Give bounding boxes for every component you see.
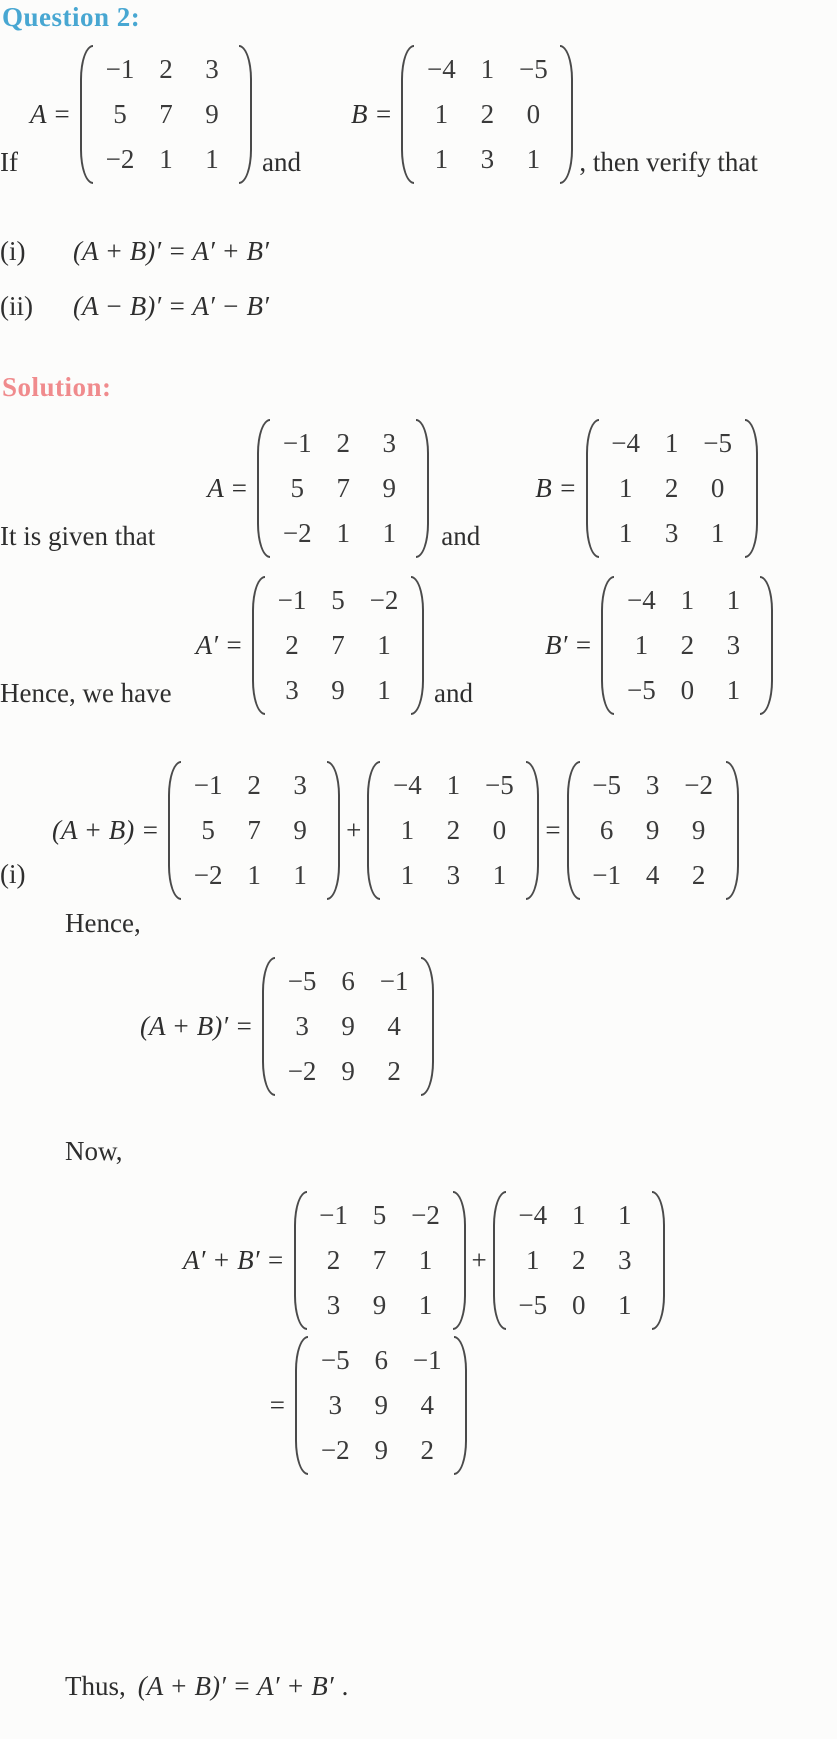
matrix-cell: 1 bbox=[382, 518, 396, 548]
matrix-cell: 1 bbox=[480, 54, 495, 84]
matrix-b-grid bbox=[380, 761, 526, 900]
item-ii-label: (ii) bbox=[0, 291, 33, 321]
matrix-cell: −2 bbox=[411, 1200, 440, 1230]
left-paren bbox=[257, 419, 270, 558]
period-text: . bbox=[341, 1671, 349, 1701]
now-text: Now, bbox=[65, 1136, 123, 1166]
matrix-cell: −1 bbox=[193, 770, 223, 800]
matrix-cell: 3 bbox=[645, 770, 660, 800]
matrix-cell: 1 bbox=[617, 1290, 632, 1320]
right-paren bbox=[421, 957, 434, 1096]
then-verify-text: , then verify that bbox=[579, 147, 758, 177]
matrix-cell: 1 bbox=[434, 144, 449, 174]
matrix-cell: 0 bbox=[680, 675, 695, 705]
matrix-b-label: B = bbox=[350, 99, 393, 129]
matrix-a-transpose-label: A′ = bbox=[195, 630, 244, 660]
matrix-cell: 7 bbox=[372, 1245, 387, 1275]
matrix-b-label: B = bbox=[535, 473, 577, 503]
and-text: and bbox=[434, 678, 474, 708]
right-paren bbox=[526, 761, 539, 900]
matrix-cell: −1 bbox=[277, 585, 307, 615]
left-paren bbox=[295, 1336, 308, 1475]
matrix-cell: 1 bbox=[434, 99, 449, 129]
left-paren bbox=[168, 761, 181, 900]
matrix-cell: 9 bbox=[372, 1290, 387, 1320]
matrix-result bbox=[295, 1336, 467, 1475]
matrix-cell: 6 bbox=[599, 815, 614, 845]
conclusion-row bbox=[0, 1671, 837, 1702]
matrix-result-grid bbox=[308, 1336, 454, 1475]
matrix-b-grid bbox=[599, 419, 745, 558]
a-plus-b-label: (A + B) = bbox=[52, 815, 160, 845]
matrix-cell: −2 bbox=[287, 1056, 317, 1086]
matrix-cell: 9 bbox=[691, 815, 706, 845]
matrix-cell: −4 bbox=[518, 1200, 548, 1230]
matrix-cell: −1 bbox=[379, 966, 409, 996]
matrix-cell: 1 bbox=[377, 630, 391, 660]
matrix-cell: −4 bbox=[627, 585, 656, 615]
matrix-cell: 1 bbox=[400, 815, 415, 845]
matrix-cell: −2 bbox=[193, 860, 223, 890]
matrix-b-group-2 bbox=[535, 419, 757, 558]
right-paren bbox=[760, 576, 773, 715]
matrix-cell: −2 bbox=[282, 518, 312, 548]
matrix-cell: 3 bbox=[726, 630, 741, 660]
matrix-cell: 0 bbox=[492, 815, 507, 845]
matrix-cell: −1 bbox=[105, 54, 135, 84]
matrix-b-group bbox=[351, 45, 573, 184]
matrix-cell: −2 bbox=[369, 585, 399, 615]
transpose-sum-equation bbox=[183, 1191, 665, 1330]
sum-transpose-equation bbox=[140, 957, 434, 1096]
matrix-cell: 3 bbox=[446, 860, 461, 890]
transpose-sum-row bbox=[0, 1191, 837, 1330]
right-paren bbox=[560, 45, 573, 184]
right-paren bbox=[453, 1191, 466, 1330]
matrix-cell: −2 bbox=[684, 770, 713, 800]
matrix-cell: 1 bbox=[680, 585, 695, 615]
right-paren bbox=[239, 45, 252, 184]
matrix-b bbox=[401, 45, 573, 184]
matrix-a-plus-b-transpose bbox=[262, 957, 434, 1096]
right-paren bbox=[416, 419, 429, 558]
at-plus-bt-label: A′ + B′ = bbox=[183, 1245, 285, 1275]
matrix-cell: −5 bbox=[320, 1345, 350, 1375]
plus-operator: + bbox=[471, 1245, 487, 1275]
left-paren bbox=[367, 761, 380, 900]
matrix-cell: 1 bbox=[618, 473, 633, 503]
matrix-cell: 2 bbox=[247, 770, 261, 800]
matrix-cell: 6 bbox=[374, 1345, 388, 1375]
matrix-cell: 9 bbox=[382, 473, 396, 503]
matrix-cell: 2 bbox=[571, 1245, 586, 1275]
right-paren bbox=[327, 761, 340, 900]
matrix-cell: 5 bbox=[331, 585, 345, 615]
result-equation bbox=[268, 1336, 467, 1475]
sum-equation-row bbox=[0, 761, 837, 900]
right-paren bbox=[745, 419, 758, 558]
matrix-cell: 7 bbox=[331, 630, 345, 660]
matrix-cell: 1 bbox=[400, 860, 415, 890]
matrix-cell: 0 bbox=[710, 473, 725, 503]
left-paren bbox=[586, 419, 599, 558]
matrix-b-grid bbox=[414, 45, 560, 184]
hence-we-have-text: Hence, we have bbox=[0, 678, 172, 708]
matrix-a-plus-b bbox=[567, 761, 739, 900]
matrix-cell: 1 bbox=[634, 630, 649, 660]
question-heading: Question 2: bbox=[2, 2, 141, 32]
it-is-given-text: It is given that bbox=[0, 521, 156, 551]
matrix-cell: 5 bbox=[372, 1200, 387, 1230]
given-row bbox=[0, 419, 837, 558]
left-paren bbox=[601, 576, 614, 715]
matrix-a-grid bbox=[270, 419, 416, 558]
claims-section bbox=[0, 236, 837, 322]
left-paren bbox=[294, 1191, 307, 1330]
left-paren bbox=[493, 1191, 506, 1330]
solution-heading: Solution: bbox=[2, 372, 112, 402]
matrix-cell: 5 bbox=[201, 815, 215, 845]
and-text: and bbox=[261, 147, 301, 177]
matrix-cell: 3 bbox=[617, 1245, 632, 1275]
sum-transpose-row bbox=[0, 957, 837, 1096]
matrix-cell: 2 bbox=[159, 54, 173, 84]
matrix-b-transpose-label: B′ = bbox=[545, 630, 593, 660]
matrix-cell: −5 bbox=[627, 675, 656, 705]
matrix-cell: 9 bbox=[341, 1011, 355, 1041]
matrix-a-label: A = bbox=[29, 99, 71, 129]
matrix-a-transpose-grid bbox=[265, 576, 411, 715]
matrix-a-grid bbox=[93, 45, 239, 184]
matrix-cell: 1 bbox=[247, 860, 261, 890]
matrix-cell: 5 bbox=[113, 99, 127, 129]
matrix-cell: 4 bbox=[387, 1011, 401, 1041]
matrix-cell: 2 bbox=[691, 860, 706, 890]
matrix-cell: 3 bbox=[295, 1011, 309, 1041]
matrix-cell: 9 bbox=[645, 815, 660, 845]
item-i-label: (i) bbox=[0, 236, 26, 266]
matrix-cell: 6 bbox=[341, 966, 355, 996]
matrix-cell: 2 bbox=[336, 428, 350, 458]
matrix-a bbox=[257, 419, 429, 558]
right-paren bbox=[726, 761, 739, 900]
matrix-cell: 4 bbox=[645, 860, 660, 890]
matrix-cell: 3 bbox=[664, 518, 679, 548]
matrix-cell: 7 bbox=[247, 815, 261, 845]
and-text: and bbox=[441, 521, 481, 551]
matrix-cell: 7 bbox=[159, 99, 173, 129]
matrix-cell: 1 bbox=[726, 675, 741, 705]
matrix-cell: −4 bbox=[611, 428, 641, 458]
thus-text: Thus, bbox=[65, 1671, 126, 1701]
matrix-cell: −2 bbox=[105, 144, 135, 174]
matrix-cell: −1 bbox=[412, 1345, 442, 1375]
matrix-a-group-2 bbox=[207, 419, 429, 558]
matrix-a bbox=[168, 761, 340, 900]
claim-i-row bbox=[0, 236, 837, 267]
result-row bbox=[0, 1336, 837, 1475]
matrix-cell: 9 bbox=[293, 815, 307, 845]
matrix-cell: 9 bbox=[374, 1390, 388, 1420]
matrix-cell: 4 bbox=[420, 1390, 434, 1420]
matrix-cell: 2 bbox=[326, 1245, 341, 1275]
matrix-cell: 7 bbox=[336, 473, 350, 503]
matrix-a-label: A = bbox=[207, 473, 249, 503]
right-paren bbox=[652, 1191, 665, 1330]
matrix-cell: 2 bbox=[420, 1435, 434, 1465]
sum-equation bbox=[52, 761, 739, 900]
left-paren bbox=[80, 45, 93, 184]
matrix-cell: −1 bbox=[282, 428, 312, 458]
matrix-cell: 3 bbox=[326, 1290, 341, 1320]
plus-operator: + bbox=[346, 815, 362, 845]
matrix-cell: −5 bbox=[485, 770, 514, 800]
matrix-cell: 0 bbox=[571, 1290, 586, 1320]
matrix-cell: −5 bbox=[519, 54, 548, 84]
question-intro-row bbox=[0, 45, 837, 184]
matrix-cell: 1 bbox=[617, 1200, 632, 1230]
matrix-cell: 1 bbox=[336, 518, 350, 548]
matrix-b-transpose-grid bbox=[506, 1191, 652, 1330]
matrix-b bbox=[586, 419, 758, 558]
claim-i-equation: (A + B)′ = A′ + B′ bbox=[73, 236, 269, 266]
matrix-cell: 3 bbox=[285, 675, 299, 705]
matrix-cell: 3 bbox=[382, 428, 396, 458]
matrix-cell: 2 bbox=[285, 630, 299, 660]
matrix-b-transpose-grid bbox=[614, 576, 760, 715]
matrix-b-transpose-group bbox=[545, 576, 773, 715]
matrix-cell: 1 bbox=[664, 428, 679, 458]
matrix-cell: 5 bbox=[290, 473, 304, 503]
matrix-cell: 1 bbox=[446, 770, 461, 800]
matrix-b-transpose bbox=[601, 576, 773, 715]
matrix-a-transpose bbox=[252, 576, 424, 715]
matrix-cell: 1 bbox=[571, 1200, 586, 1230]
matrix-cell: −4 bbox=[427, 54, 456, 84]
matrix-cell: 3 bbox=[328, 1390, 342, 1420]
item-i-label: (i) bbox=[0, 859, 26, 889]
matrix-cell: 3 bbox=[205, 54, 219, 84]
matrix-a-transpose-group bbox=[196, 576, 424, 715]
matrix-cell: 9 bbox=[374, 1435, 388, 1465]
left-paren bbox=[262, 957, 275, 1096]
matrix-cell: 3 bbox=[480, 144, 495, 174]
matrix-a-grid bbox=[181, 761, 327, 900]
matrix-cell: −1 bbox=[592, 860, 621, 890]
left-paren bbox=[401, 45, 414, 184]
matrix-cell: 9 bbox=[341, 1056, 355, 1086]
a-plus-b-transpose-label: (A + B)′ = bbox=[140, 1011, 254, 1041]
matrix-cell: −5 bbox=[592, 770, 621, 800]
if-text: If bbox=[0, 147, 18, 177]
matrix-cell: 2 bbox=[680, 630, 695, 660]
claim-ii-equation: (A − B)′ = A′ − B′ bbox=[73, 291, 269, 321]
matrix-cell: 1 bbox=[205, 144, 219, 174]
matrix-cell: 9 bbox=[205, 99, 219, 129]
equals-label: = bbox=[268, 1390, 287, 1420]
matrix-a bbox=[80, 45, 252, 184]
conclusion-equation: (A + B)′ = A′ + B′ bbox=[137, 1671, 334, 1701]
matrix-b-transpose bbox=[493, 1191, 665, 1330]
matrix-cell: 1 bbox=[526, 144, 541, 174]
matrix-cell: 1 bbox=[525, 1245, 540, 1275]
right-paren bbox=[411, 576, 424, 715]
matrix-cell: 9 bbox=[331, 675, 345, 705]
matrix-cell: −1 bbox=[319, 1200, 348, 1230]
matrix-cell: 1 bbox=[418, 1290, 433, 1320]
matrix-cell: 1 bbox=[492, 860, 507, 890]
matrix-cell: 1 bbox=[159, 144, 173, 174]
matrix-cell: 0 bbox=[526, 99, 541, 129]
matrix-cell: 1 bbox=[710, 518, 725, 548]
matrix-a-transpose-grid bbox=[307, 1191, 453, 1330]
matrix-cell: 1 bbox=[418, 1245, 433, 1275]
matrix-cell: 3 bbox=[293, 770, 307, 800]
matrix-a-transpose bbox=[294, 1191, 466, 1330]
matrix-cell: 1 bbox=[726, 585, 741, 615]
matrix-cell: −2 bbox=[320, 1435, 350, 1465]
matrix-cell: −5 bbox=[287, 966, 317, 996]
matrix-cell: 1 bbox=[293, 860, 307, 890]
matrix-a-plus-b-grid bbox=[580, 761, 726, 900]
matrix-cell: −4 bbox=[393, 770, 422, 800]
hence-text: Hence, bbox=[65, 908, 141, 938]
matrix-cell: 1 bbox=[618, 518, 633, 548]
matrix-cell: 2 bbox=[480, 99, 495, 129]
claim-ii-row bbox=[0, 291, 837, 322]
matrix-cell: −5 bbox=[703, 428, 733, 458]
left-paren bbox=[567, 761, 580, 900]
matrix-b bbox=[367, 761, 539, 900]
matrix-a-plus-b-transpose-grid bbox=[275, 957, 421, 1096]
matrix-cell: 2 bbox=[664, 473, 679, 503]
equals-operator: = bbox=[545, 815, 561, 845]
transpose-row bbox=[0, 576, 837, 715]
matrix-cell: 2 bbox=[387, 1056, 401, 1086]
right-paren bbox=[454, 1336, 467, 1475]
matrix-a-group bbox=[30, 45, 252, 184]
matrix-cell: 1 bbox=[377, 675, 391, 705]
matrix-cell: −5 bbox=[518, 1290, 548, 1320]
matrix-cell: 2 bbox=[446, 815, 461, 845]
left-paren bbox=[252, 576, 265, 715]
